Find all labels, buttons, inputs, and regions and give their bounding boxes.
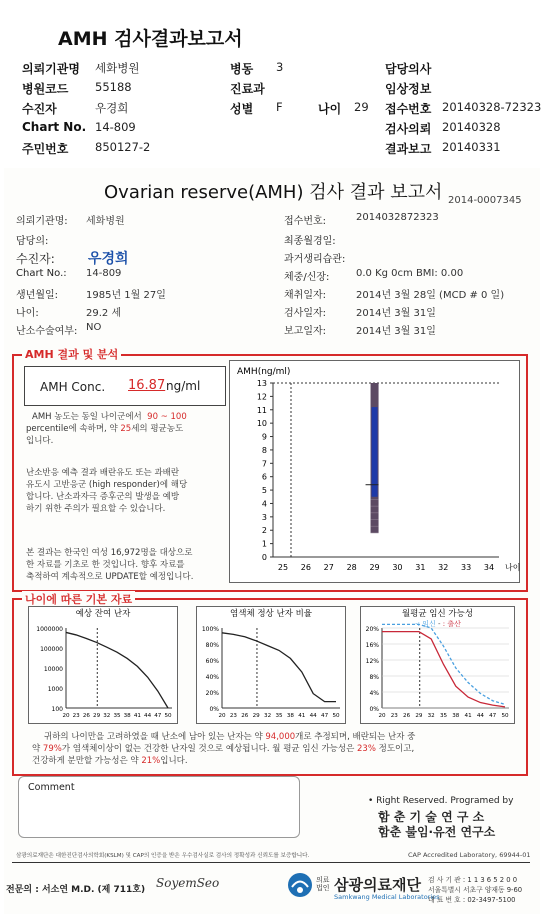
chart-y-tick-label: 12% (365, 658, 379, 665)
chart-y-tick-label: 0% (369, 706, 379, 713)
summary-part: 79% (42, 744, 62, 754)
chart-x-tick-label: 47 (154, 713, 162, 719)
chart-x-tick-label: 32 (103, 713, 111, 719)
chart-x-tick-label: 23 (72, 713, 80, 719)
chart-x-tick-label: 29 (93, 713, 101, 719)
summary-line-3 (32, 754, 188, 766)
top-field-label: 담당의사 (385, 62, 432, 76)
top-field-label: 병원코드 (22, 82, 69, 96)
summary-part: 94,000 (265, 732, 296, 742)
top-field-value: 20140331 (442, 140, 501, 154)
field-value: 0.0 Kg 0cm BMI: 0.00 (356, 268, 464, 279)
org-code: 검 사 기 관 : 1 1 3 6 5 2 0 0 (428, 876, 518, 884)
org-name: 삼광의료재단 (334, 876, 421, 894)
amh-x-tick-label: 32 (438, 563, 449, 572)
top-field-label: 주민번호 (22, 142, 69, 156)
signer: 전문의 : 서소연 M.D. (제 711호) (6, 885, 146, 895)
top-field-value: 850127-2 (95, 140, 151, 154)
interpretation-line: 하기 위한 주의가 필요할 수 있습니다. (26, 504, 166, 514)
amh-y-tick-label: 4 (261, 499, 267, 509)
field-label: Chart No.: (16, 268, 67, 279)
field-label: 과거생리습관: (284, 254, 346, 265)
field-value: 2014년 3월 31일 (356, 326, 436, 337)
rights-lab-2: 함춘 불임·유전 연구소 (378, 825, 496, 839)
amh-y-tick-label: 11 (256, 405, 267, 415)
chart-y-tick-label: 100000 (40, 646, 63, 653)
chart-x-tick-label: 23 (390, 713, 398, 719)
field-label: 접수번호: (284, 216, 327, 227)
footer-divider (12, 862, 530, 863)
chart-y-tick-label: 100 (51, 706, 63, 713)
chart-x-tick-label: 50 (164, 713, 172, 719)
legend-separator: - (435, 620, 443, 628)
chart-title: 예상 잔여 난자 (75, 609, 131, 619)
top-field-label: 의뢰기관명 (22, 62, 80, 76)
amh-x-tick-label: 29 (369, 563, 380, 572)
field-value: 2014년 3월 31일 (356, 308, 436, 319)
chart-title: 월평균 임신 가능성 (401, 609, 474, 619)
amh-conc-unit: ng/ml (166, 379, 201, 393)
pregnancy-chance-chart (360, 606, 515, 724)
chart-y-tick-label: 20% (365, 626, 379, 633)
chart-x-tick-label: 41 (298, 713, 306, 719)
amh-y-tick-label: 7 (261, 459, 267, 469)
field-label: 보고일자: (284, 326, 327, 337)
amh-conc-value: 16.87 (128, 378, 166, 393)
amh-range-inner-bar (372, 407, 378, 497)
chart-x-tick-label: 38 (123, 713, 131, 719)
field-value: 2014032872323 (356, 212, 439, 223)
org-address: 서울특별시 서초구 양재동 9-60 (428, 886, 523, 894)
amh-x-label: 나이 (505, 563, 521, 572)
summary-line-1 (44, 730, 415, 742)
org-english-name: Samkwang Medical Laboratories (334, 893, 440, 901)
chart-x-tick-label: 32 (264, 713, 272, 719)
field-label: 나이: (16, 308, 39, 319)
top-field-label: Chart No. (22, 120, 87, 134)
amh-y-tick-label: 3 (261, 512, 267, 522)
chart-x-tick-label: 32 (427, 713, 435, 719)
chart-x-tick-label: 35 (113, 713, 121, 719)
top-field-value: 55188 (95, 80, 132, 94)
top-report (0, 0, 543, 160)
chart-legend (415, 619, 461, 628)
chart-y-tick-label: 80% (205, 642, 219, 649)
amh-x-tick-label: 26 (300, 563, 311, 572)
amh-x-tick-label: 28 (346, 563, 357, 572)
top-field-value: 14-809 (95, 120, 136, 134)
document-number: 2014-0007345 (448, 195, 522, 206)
field-label: 체중/신장: (284, 272, 330, 283)
chart-y-tick-label: 4% (369, 690, 379, 697)
chart-x-tick-label: 26 (82, 713, 90, 719)
chart-x-tick-label: 35 (275, 713, 283, 719)
field-label: 의뢰기관명: (16, 216, 68, 227)
field-value: 14-809 (86, 268, 122, 279)
top-field-label: 진료과 (230, 82, 265, 96)
field-value: 세화병원 (86, 216, 125, 227)
amh-y-tick-label: 10 (256, 419, 267, 429)
chart-title: 염색체 정상 난자 비율 (229, 609, 313, 619)
data-note-line: 본 결과는 한국인 여성 16,972명을 대상으로 (26, 548, 193, 558)
rights-lab-1: 함 춘 기 술 연 구 소 (378, 810, 485, 824)
chart-x-tick-label: 29 (415, 713, 423, 719)
amh-chart-title: AMH(ng/ml) (237, 367, 291, 377)
top-report-title: AMH 검사결과보고서 (58, 28, 243, 50)
amh-y-tick-label: 9 (261, 432, 267, 442)
chart-x-tick-label: 20 (378, 713, 386, 719)
top-field-label: 나이 (318, 102, 342, 116)
chart-x-tick-label: 44 (144, 713, 152, 719)
summary-part: 21% (141, 756, 161, 766)
report-title: Ovarian reserve(AMH) 검사 결과 보고서 (104, 182, 443, 203)
signature: SoyemSeo (156, 876, 220, 890)
chart-y-tick-label: 16% (365, 642, 379, 649)
interpretation-line: 합니다. 난소과자극 증후군의 발생을 예방 (26, 492, 180, 502)
field-value: NO (86, 322, 102, 333)
comment-label: Comment (28, 782, 75, 793)
amh-y-tick-label: 12 (256, 392, 267, 402)
field-label: 담당의: (16, 236, 49, 247)
cap-accreditation: CAP Accredited Laboratory, 69944-01 (408, 851, 531, 859)
top-field-label: 결과보고 (385, 142, 432, 156)
interpretation-line: 유도시 고반응군 (high responder)에 해당 (26, 480, 188, 490)
summary-part: 개로 추정되며, 배란되는 난자 중 (295, 732, 416, 742)
amh-section-title: AMH 결과 및 분석 (22, 346, 121, 362)
top-field-label: 병동 (230, 62, 254, 76)
chart-x-tick-label: 44 (309, 713, 317, 719)
certification-text: 삼광의료재단은 대한진단검사의학회(KSLM) 및 CAP의 인증을 받은 우수검사실로 검사의 정확성과 신뢰도를 보증합니다. (16, 853, 310, 859)
top-field-value: 20140328-72323 (442, 100, 542, 114)
top-field-label: 임상정보 (385, 82, 432, 96)
amh-y-tick-label: 1 (261, 539, 267, 549)
org-logo-icon (287, 872, 313, 898)
chart-x-tick-label: 47 (321, 713, 329, 719)
chart-x-tick-label: 38 (452, 713, 460, 719)
chart-y-tick-label: 100% (201, 626, 219, 633)
summary-part: 가 염색체이상이 없는 건강한 난자일 것으로 예상됩니다. 월 평균 임신 가능성은 (61, 744, 355, 754)
summary-line-2 (32, 742, 414, 754)
chart-x-tick-label: 20 (62, 713, 70, 719)
remaining-eggs-chart (28, 606, 178, 724)
amh-x-tick-label: 27 (323, 563, 334, 572)
amh-x-tick-label: 25 (277, 563, 289, 572)
chart-x-tick-label: 35 (439, 713, 448, 719)
chart-x-tick-label: 41 (464, 713, 472, 719)
amh-text-1a: AMH 농도는 동일 나이군에서 90 ~ 100 (32, 412, 187, 422)
chart-x-tick-label: 50 (501, 713, 509, 719)
amh-x-tick-label: 30 (392, 563, 403, 572)
field-label: 검사일자: (284, 308, 327, 319)
field-value: 29.2 세 (86, 308, 122, 319)
top-field-value: 세화병원 (95, 61, 140, 75)
chart-x-tick-label: 23 (229, 713, 237, 719)
chart-y-tick-label: 20% (205, 690, 219, 697)
field-value: 2014년 3월 28일 (MCD # 0 일) (356, 290, 505, 301)
chart-y-tick-label: 1000000 (36, 626, 63, 633)
top-field-value: 우경희 (95, 101, 129, 115)
summary-part: 정도이고, (378, 744, 415, 754)
chart-x-tick-label: 26 (241, 713, 249, 719)
field-label: 난소수술여부: (16, 326, 78, 337)
data-note-line: 축적하여 계속적으로 UPDATE할 예정입니다. (26, 572, 194, 582)
top-field-value: 20140328 (442, 120, 501, 134)
amh-y-tick-label: 6 (261, 472, 267, 482)
basic-data-title: 나이에 따른 기본 자료 (22, 591, 135, 607)
amh-conc-label: AMH Conc. (40, 380, 106, 394)
rights-text: • Right Reserved. Programed by (368, 796, 514, 806)
top-field-value: 29 (354, 100, 369, 114)
chart-x-tick-label: 26 (403, 713, 411, 719)
chart-x-tick-label: 20 (218, 713, 226, 719)
top-field-value: 3 (276, 60, 284, 74)
chart-y-tick-label: 40% (205, 674, 219, 681)
legend-birth: : 출산 (442, 620, 461, 628)
normal-eggs-ratio-chart (196, 606, 346, 724)
chart-y-tick-label: 1000 (47, 686, 63, 693)
chart-x-tick-label: 50 (332, 713, 340, 719)
amh-y-tick-label: 8 (261, 445, 267, 455)
field-label: 생년월일: (16, 290, 59, 301)
summary-part: 23% (357, 744, 376, 754)
data-note-line: 한 자료를 기초로 한 것입니다. 향후 자료를 (26, 560, 185, 570)
top-field-label: 수진자 (22, 102, 57, 116)
chart-x-tick-label: 44 (476, 713, 484, 719)
field-label: 수진자: (16, 252, 55, 266)
top-field-label: 성별 (230, 102, 254, 116)
org-prefix: 의료 법인 (316, 876, 330, 892)
chart-x-tick-label: 41 (133, 713, 141, 719)
amh-y-tick-label: 2 (261, 526, 267, 536)
field-label: 채취일자: (284, 290, 327, 301)
legend-pregnancy: -: 임신 (415, 620, 436, 628)
summary-part: 건강하게 분만할 가능성은 약 (32, 756, 139, 766)
field-label: 최종월경일: (284, 236, 336, 247)
summary-part: 약 (32, 744, 41, 754)
top-field-value: F (276, 100, 283, 114)
chart-y-tick-label: 0% (209, 706, 219, 713)
amh-x-tick-label: 33 (461, 563, 472, 572)
chart-x-tick-label: 47 (489, 713, 497, 719)
top-field-label: 검사의뢰 (385, 122, 432, 136)
top-field-label: 접수번호 (385, 102, 432, 116)
amh-y-tick-label: 5 (261, 486, 267, 496)
amh-x-tick-label: 34 (483, 563, 495, 572)
field-value: 우경희 (88, 251, 129, 267)
amh-y-tick-label: 0 (261, 553, 267, 562)
chart-y-tick-label: 60% (205, 658, 219, 665)
chart-y-tick-label: 10000 (43, 666, 63, 673)
amh-x-tick-label: 31 (415, 563, 426, 572)
chart-x-tick-label: 38 (286, 713, 294, 719)
amh-text-1b: percentile에 속하며, 약 25세의 평균농도 (26, 424, 184, 434)
chart-y-tick-label: 8% (369, 674, 379, 681)
chart-x-tick-label: 29 (252, 713, 260, 719)
interpretation-line: 난소반응 예측 결과 배란유도 또는 과배란 (26, 468, 180, 478)
amh-bar-chart (229, 360, 521, 581)
summary-part: 귀하의 나이만을 고려하였을 때 난소에 남아 있는 난자는 약 (44, 732, 263, 742)
field-value: 1985년 1월 27일 (86, 290, 166, 301)
org-phone: 대 표 번 호 : 02-3497-5100 (428, 896, 516, 904)
summary-part: 입니다. (160, 756, 188, 766)
amh-text-1c: 입니다. (26, 436, 54, 446)
amh-y-tick-label: 13 (256, 379, 267, 388)
